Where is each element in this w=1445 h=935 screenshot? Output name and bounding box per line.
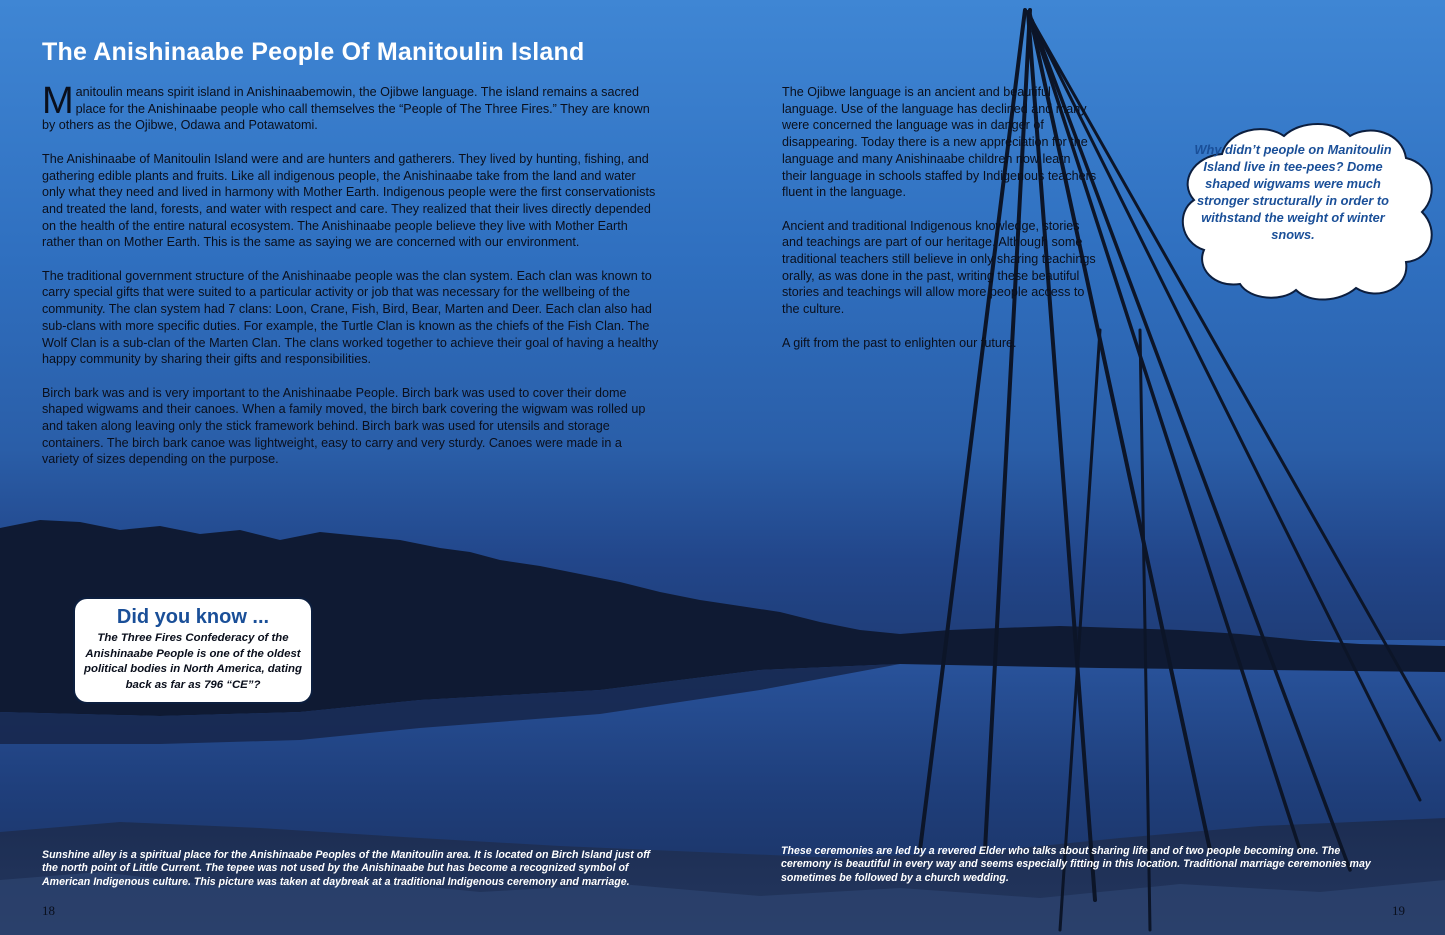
hunters-gatherers-paragraph: The Anishinaabe of Manitoulin Island were and are hunters and gatherers. They lived by hunting, fishing, and gathering edible plants and fruits. Like all indigenous people, the Anishinaabe take from the land and water only what they need and lived in harmony with Mother Earth. Indigenous people were the first conservationists and treated the land, forests, and water with respect and care. They realized that their lives directly depended on the health of the entire natural ecosystem. The Anishinaabe people believe they live with Mother Earth rather than on Mother Earth. This is the same as saying we are concerned with our environment. — [42, 151, 656, 250]
drop-cap: M — [42, 80, 74, 122]
did-you-know-heading: Did you know ... — [116, 606, 270, 628]
left-article-column — [42, 80, 662, 485]
intro-paragraph — [42, 80, 662, 134]
clan-system-paragraph: The traditional government structure of the Anishinaabe people was the clan system. Each clan was known to carry special gifts that were suited to a particular activity or job that was necessary for the wellbeing of the community. The clan system had 7 clans: Loon, Crane, Fish, Bird, Bear, Marten and Deer. Each clan also had sub-clans with more specific duties. For example, the Turtle Clan is known as the chiefs of the Fish Clan. The Wolf Clan is a sub-clan of the Marten Clan. The clans worked together to achieve their goal of having a healthy happy community by sharing their gifts and responsibilities. — [42, 268, 659, 367]
closing-line: A gift from the past to enlighten our future. — [782, 335, 1017, 350]
traditional-knowledge-paragraph: Ancient and traditional Indigenous knowledge, stories and teachings are part of our heritage. Although some traditional teachers still believe in only sharing teachings orally, as was done in the past, writing these beautiful stories and teachings will allow more people access to the culture. — [782, 218, 1096, 317]
birch-bark-paragraph: Birch bark was and is very important to the Anishinaabe People. Birch bark was used to cover their dome shaped wigwams and their canoes. When a family moved, the birch bark covering the wigwam was rolled up and taken along leaving only the stick framework behind. Birch bark was used for utensils and storage containers. The birch bark canoe was lightweight, easy to carry and very sturdy. Canoes were made in a variety of sizes depending on the purpose. — [42, 385, 646, 467]
photo-caption-left: Sunshine alley is a spiritual place for the Anishinaabe Peoples of the Manitoulin area. It is located on Birch Island just off the north point of Little Current. The tepee was not used by the Anishinaabe but has become a recognized symbol of American Indigenous culture. This picture was taken at daybreak at a traditional Indigenous ceremony and marriage. — [42, 849, 651, 888]
ojibwe-language-paragraph: The Ojibwe language is an ancient and beautiful language. Use of the language has declined and many were concerned the language was in danger of disappearing. Today there is a new appreciation for the language and many Anishinaabe children now learn their language in schools staffed by Indigenous teachers fluent in the language. — [782, 85, 1097, 200]
photo-caption-right: These ceremonies are led by a revered Elder who talks about sharing life and of two people becoming one. The ceremony is beautiful in every way and seems especially fitting in this location. Traditional marriage ceremonies may sometimes be followed by a church wedding. — [781, 845, 1371, 884]
page-title: The Anishinaabe People Of Manitoulin Island — [42, 38, 585, 66]
did-you-know-text: The Three Fires Confederacy of the Anishinaabe People is one of the oldest political bodies in North America, dating back as far as 796 “CE”? — [84, 632, 302, 691]
right-article-column — [782, 84, 1097, 368]
page-number-right: 19 — [1392, 903, 1405, 918]
thought-cloud-text: Why didn’t people on Manitoulin Island live in tee-pees? Dome shaped wigwams were much stronger structurally in order to withstand the weight of winter snows. — [1194, 142, 1392, 242]
intro-paragraph-text: anitoulin means spirit island in Anishinaabemowin, the Ojibwe language. The island remains a sacred place for the Anishinaabe people who call themselves the “People of The Three Fires.” They are known by others as the Ojibwe, Odawa and Potawatomi. — [42, 85, 650, 133]
page-number-left: 18 — [42, 903, 55, 918]
did-you-know-box — [73, 597, 313, 704]
